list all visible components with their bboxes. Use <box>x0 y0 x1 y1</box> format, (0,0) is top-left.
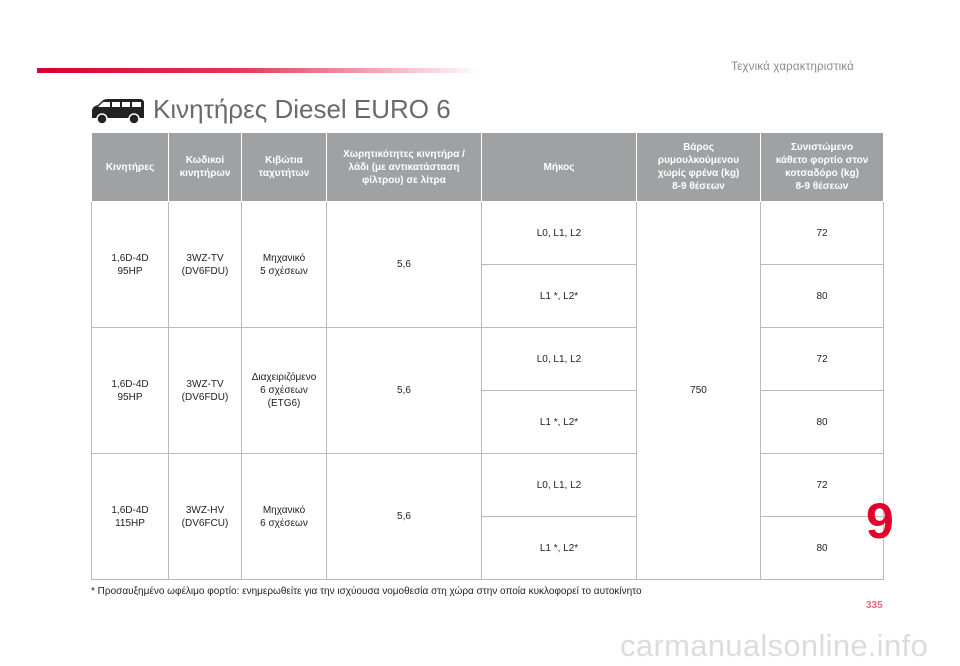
section-title: Τεχνικά χαρακτηριστικά <box>731 61 854 73</box>
gearbox-cell: Διαχειριζόμενο 6 σχέσεων (ETG6) <box>242 328 327 454</box>
length-cell: L0, L1, L2 <box>482 202 637 265</box>
vertical-load-cell: 72 <box>761 202 884 265</box>
table-row <box>92 328 884 391</box>
vertical-load-cell: 80 <box>761 265 884 328</box>
column-header-engines: Κινητήρες <box>92 133 169 202</box>
oil-capacity-cell: 5,6 <box>327 454 482 580</box>
gearbox-cell: Μηχανικό 5 σχέσεων <box>242 202 327 328</box>
engine-specs-table <box>91 132 884 580</box>
table-row <box>92 454 884 517</box>
engine-cell: 1,6D-4D 115HP <box>92 454 169 580</box>
engine-cell: 1,6D-4D 95HP <box>92 328 169 454</box>
length-cell: L1 *, L2* <box>482 391 637 454</box>
engine-code-cell: 3WZ-TV (DV6FDU) <box>169 328 242 454</box>
length-cell: L1 *, L2* <box>482 517 637 580</box>
chapter-number: 9 <box>866 493 894 549</box>
van-icon <box>88 96 148 126</box>
engine-code-cell: 3WZ-HV (DV6FCU) <box>169 454 242 580</box>
column-header-oil-capacity: Χωρητικότητες κινητήρα / λάδι (με αντικατάσταση φίλτρου) σε λίτρα <box>327 133 482 202</box>
vertical-load-cell: 72 <box>761 328 884 391</box>
page-title: Κινητήρες Diesel EURO 6 <box>153 94 451 124</box>
footnote: * Προσαυξημένο ωφέλιμο φορτίο: ενημερωθείτε για την ισχύουσα νομοθεσία στη χώρα στην οποία κυκλοφορεί το αυτοκίνητο <box>91 586 642 597</box>
page-number: 335 <box>866 600 883 611</box>
vertical-load-cell: 80 <box>761 517 884 580</box>
engine-cell: 1,6D-4D 95HP <box>92 202 169 328</box>
column-header-length: Μήκος <box>482 133 637 202</box>
oil-capacity-cell: 5,6 <box>327 328 482 454</box>
length-cell: L0, L1, L2 <box>482 454 637 517</box>
vertical-load-cell: 72 <box>761 454 884 517</box>
red-gradient-bar <box>37 68 482 73</box>
towed-weight-cell: 750 <box>637 202 761 580</box>
table-row <box>92 202 884 265</box>
column-header-engine-codes: Κωδικοί κινητήρων <box>169 133 242 202</box>
length-cell: L1 *, L2* <box>482 265 637 328</box>
column-header-gearboxes: Κιβώτια ταχυτήτων <box>242 133 327 202</box>
column-header-unbraked-towed-weight: Βάρος ρυμουλκούμενου χωρίς φρένα (kg) 8-9 θέσεων <box>637 133 761 202</box>
length-cell: L0, L1, L2 <box>482 328 637 391</box>
engine-code-cell: 3WZ-TV (DV6FDU) <box>169 202 242 328</box>
column-header-vertical-towbar-load: Συνιστώμενο κάθετο φορτίο στον κοτσαδόρο (kg) 8-9 θέσεων <box>761 133 884 202</box>
gearbox-cell: Μηχανικό 6 σχέσεων <box>242 454 327 580</box>
oil-capacity-cell: 5,6 <box>327 202 482 328</box>
table-header-row <box>92 133 884 202</box>
watermark: carmanualsonline.info <box>620 628 928 663</box>
vertical-load-cell: 80 <box>761 391 884 454</box>
